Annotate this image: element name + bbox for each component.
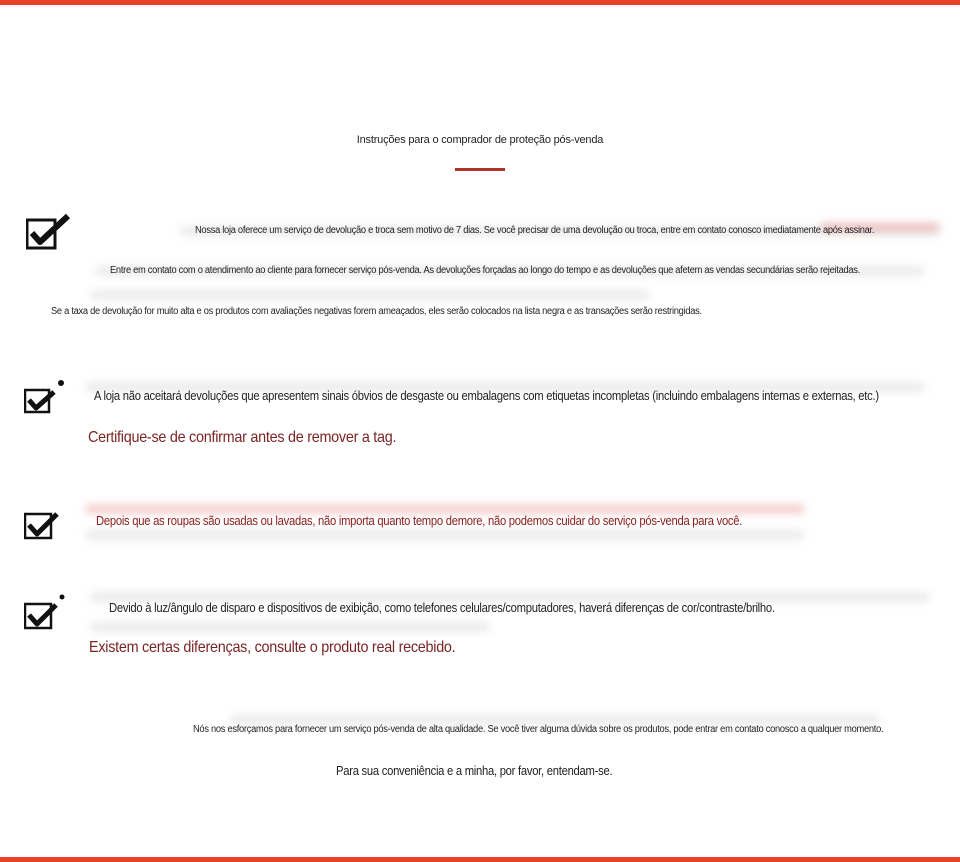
checkmark-icon	[24, 506, 64, 542]
section-4-emphasis: Existem certas diferenças, consulte o produto real recebido.	[89, 639, 456, 656]
section-3-line-1: Depois que as roupas são usadas ou lavadas, não importa quanto tempo demore, não podemos cuidar do serviço pós-venda para você.	[96, 514, 743, 528]
section-1-line-2: Entre em contato com o atendimento ao cliente para fornecer serviço pós-venda. As devoluções forçadas ao longo do tempo e as devoluções que afetem as vendas secundárias serão rejeitadas.	[110, 265, 860, 276]
checkmark-icon	[24, 592, 68, 632]
blur-decor	[85, 530, 805, 540]
blur-decor	[90, 622, 490, 632]
section-1-line-3: Se a taxa de devolução for muito alta e os produtos com avaliações negativas forem ameaçados, eles serão colocados na lista negra e as transações serão restringidas.	[51, 306, 702, 317]
section-1-line-1: Nossa loja oferece um serviço de devolução e troca sem motivo de 7 dias. Se você precisar de uma devolução ou troca, entre em contato conosco imediatamente após assinar.	[195, 225, 875, 236]
section-2-line-1: A loja não aceitará devoluções que apresentem sinais óbvios de desgaste ou embalagens com etiquetas incompletas (incluindo embalagens internas e externas, etc.)	[94, 389, 879, 403]
section-4-line-1: Devido à luz/ângulo de disparo e dispositivos de exibição, como telefones celulares/computadores, haverá diferenças de cor/contraste/brilho.	[109, 601, 775, 615]
bottom-accent-bar	[0, 857, 960, 862]
title-underline	[455, 168, 505, 171]
footer-line-2: Para sua conveniência e a minha, por favor, entendam-se.	[336, 764, 613, 778]
top-accent-bar	[0, 0, 960, 5]
blur-decor	[85, 504, 805, 514]
page-title: Instruções para o comprador de proteção pós-venda	[356, 134, 604, 146]
blur-decor	[90, 290, 650, 300]
footer-line-1: Nós nos esforçamos para fornecer um serviço pós-venda de alta qualidade. Se você tiver alguma dúvida sobre os produtos, pode entrar em contato conosco a qualquer momento.	[193, 724, 884, 735]
checkmark-icon	[26, 213, 72, 251]
checkmark-icon	[24, 378, 68, 414]
section-2-emphasis: Certifique-se de confirmar antes de remover a tag.	[88, 429, 397, 446]
